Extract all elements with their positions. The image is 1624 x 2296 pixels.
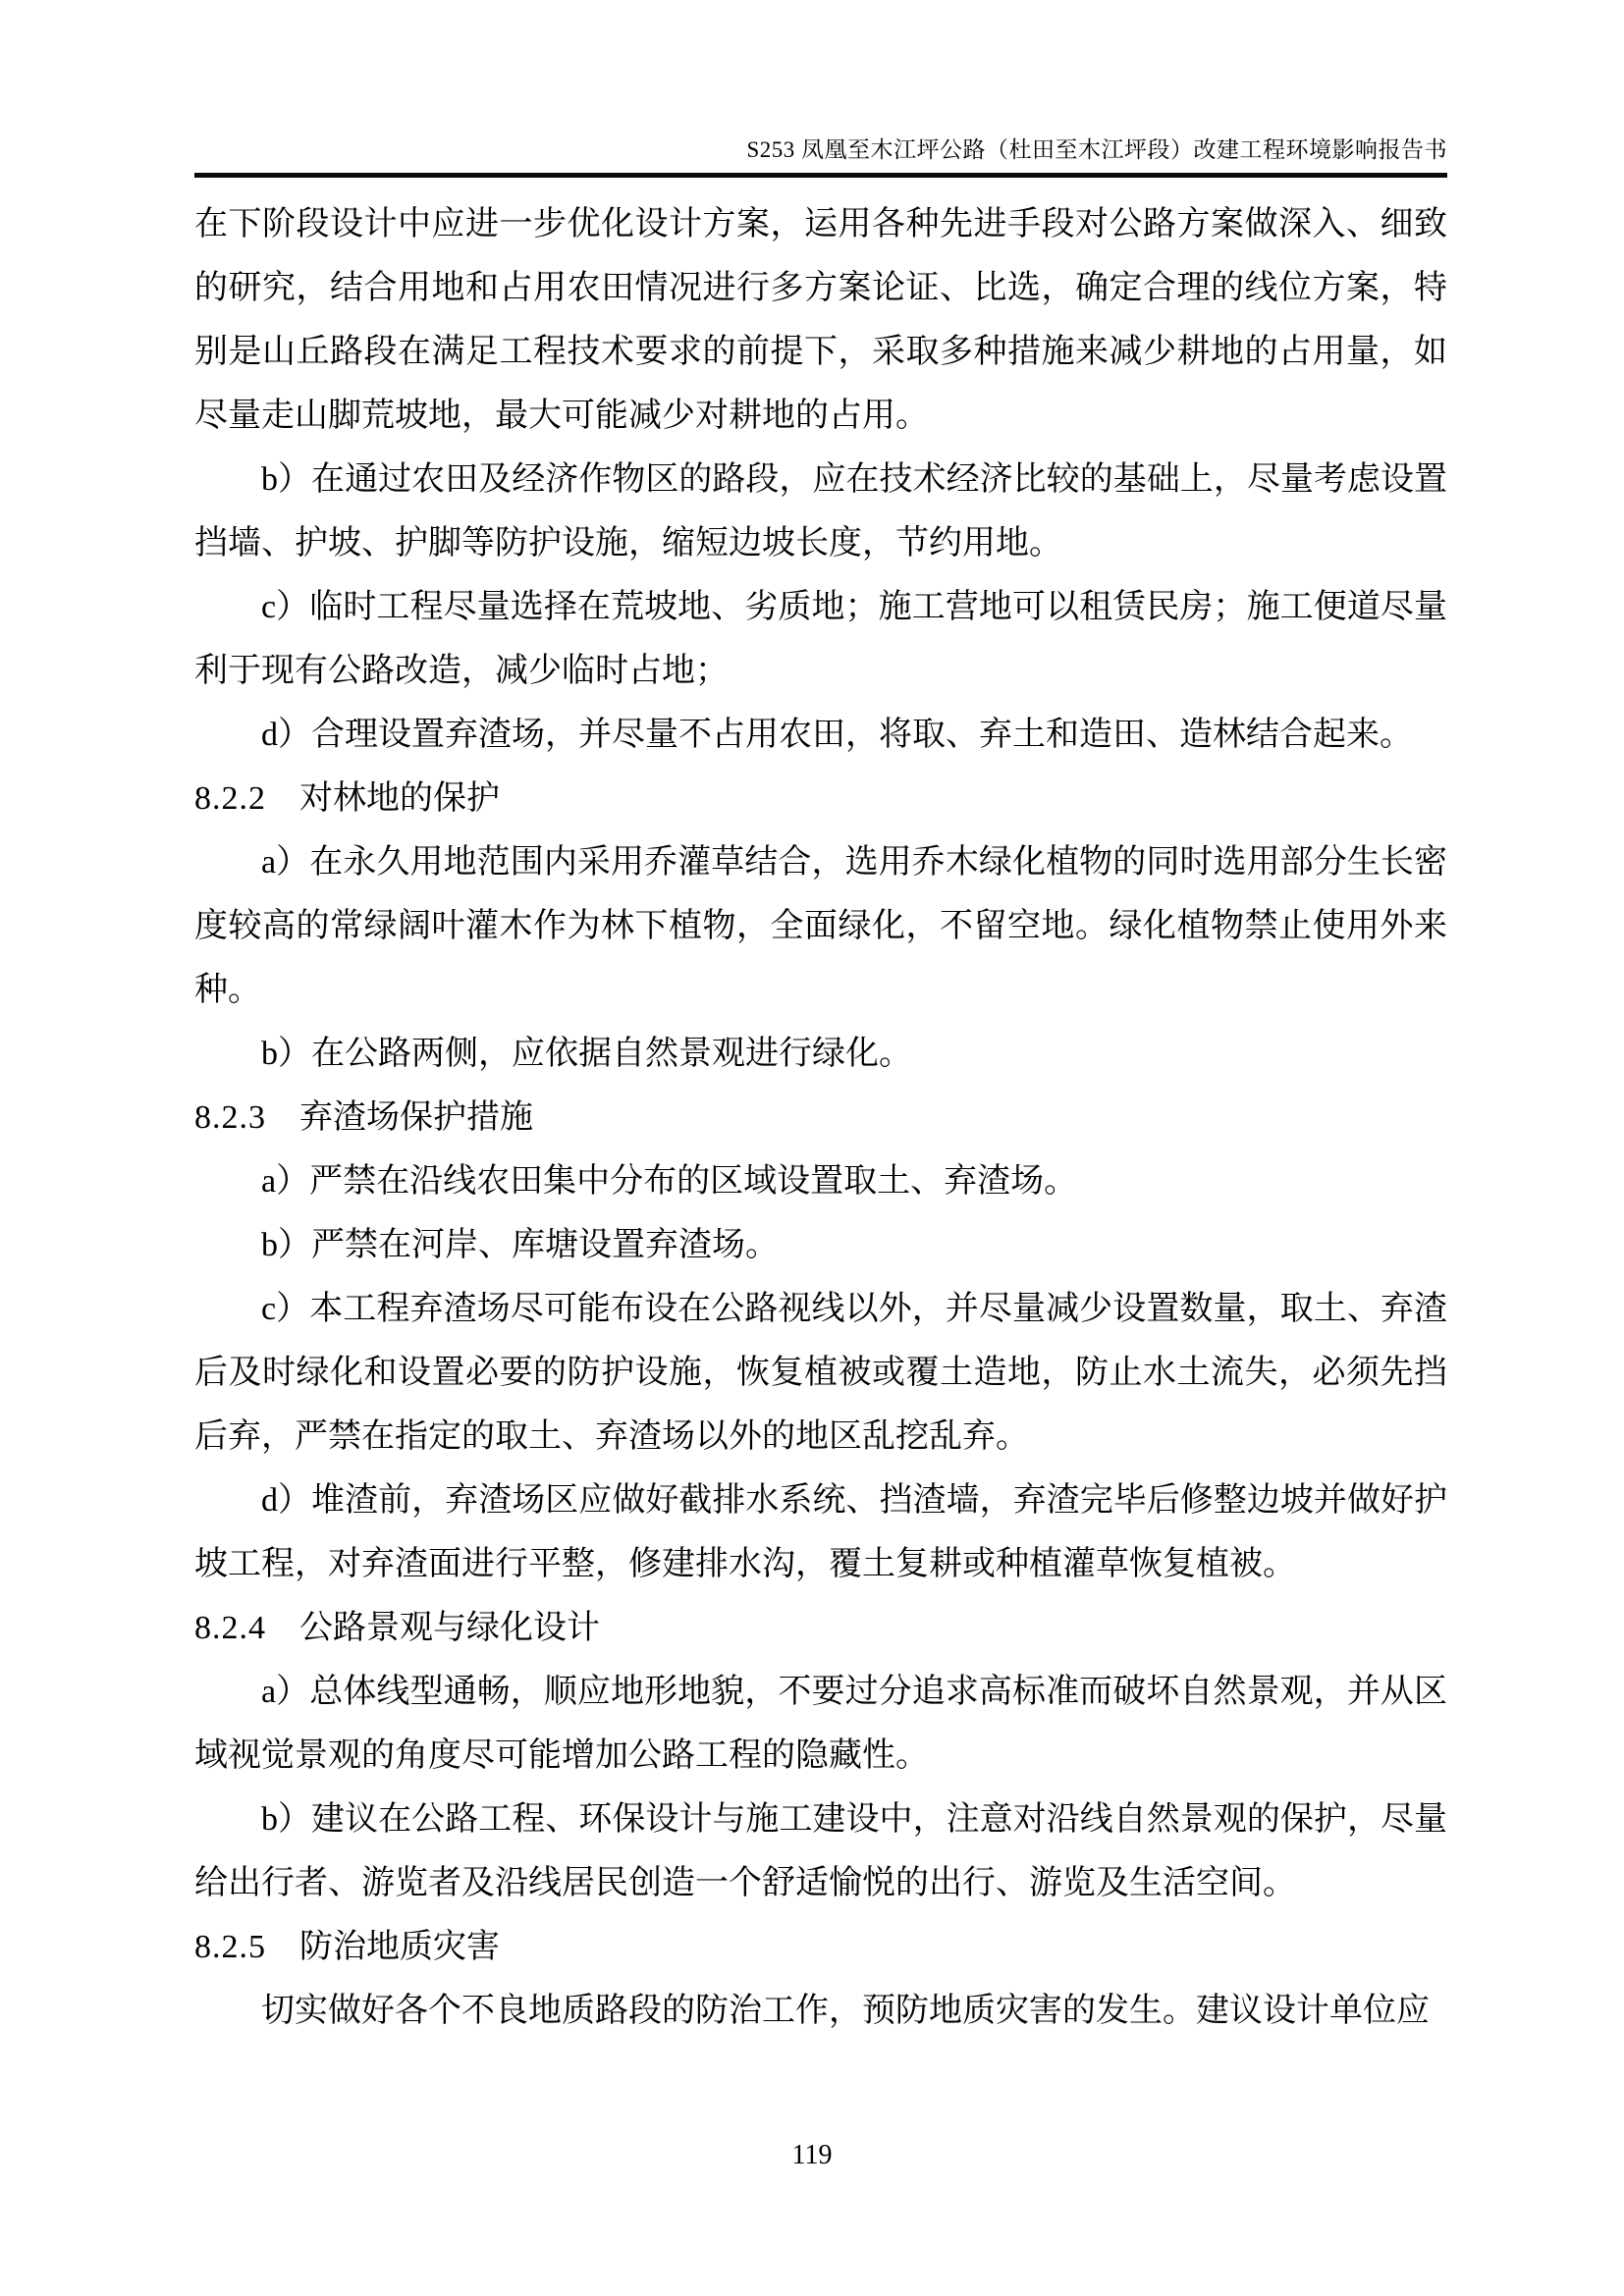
section-heading: [194, 1086, 1447, 1149]
page-header: [194, 0, 1447, 178]
section-number: 8.2.4: [194, 1610, 266, 1646]
paragraph: a）严禁在沿线农田集中分布的区域设置取土、弃渣场。: [261, 1163, 1078, 1200]
paragraph: c）临时工程尽量选择在荒坡地、劣质地；施工营地可以租赁民房；施工便道尽量利于现有公路改造，减少临时占地；: [194, 589, 1447, 689]
report-title: S253 凤凰至木江坪公路（杜田至木江坪段）改建工程环境影响报告书: [746, 137, 1447, 162]
paragraph: 切实做好各个不良地质路段的防治工作，预防地质灾害的发生。建议设计单位应: [261, 1993, 1430, 2029]
section-heading: [194, 1596, 1447, 1660]
section-number: 8.2.3: [194, 1099, 266, 1136]
paragraph: b）在公路两侧，应依据自然景观进行绿化。: [261, 1036, 912, 1072]
paragraph: 在下阶段设计中应进一步优化设计方案，运用各种先进手段对公路方案做深入、细致的研究，结合用地和占用农田情况进行多方案论证、比选，确定合理的线位方案，特别是山丘路段在满足工程技术要求的前提下，采取多种措施来减少耕地的占用量，如尽量走山脚荒坡地，最大可能减少对耕地的占用。: [194, 206, 1447, 434]
document-body: [194, 192, 1447, 2043]
section-heading: [194, 767, 1447, 830]
section-number: 8.2.2: [194, 780, 266, 817]
section-title: 防治地质灾害: [299, 1929, 500, 1965]
paragraph: a）总体线型通畅，顺应地形地貌，不要过分追求高标准而破坏自然景观，并从区域视觉景观的角度尽可能增加公路工程的隐藏性。: [194, 1674, 1447, 1774]
paragraph: d）合理设置弃渣场，并尽量不占用农田，将取、弃土和造田、造林结合起来。: [261, 717, 1413, 753]
section-number: 8.2.5: [194, 1929, 266, 1965]
page-footer: [0, 2138, 1624, 2173]
page-number: 119: [791, 2140, 833, 2170]
section-heading: [194, 1915, 1447, 1979]
paragraph: c）本工程弃渣场尽可能布设在公路视线以外，并尽量减少设置数量，取土、弃渣后及时绿化和设置必要的防护设施，恢复植被或覆土造地，防止水土流失，必须先挡后弃，严禁在指定的取土、弃渣场以外的地区乱挖乱弃。: [194, 1291, 1447, 1455]
paragraph: b）建议在公路工程、环保设计与施工建设中，注意对沿线自然景观的保护，尽量给出行者、游览者及沿线居民创造一个舒适愉悦的出行、游览及生活空间。: [194, 1801, 1447, 1901]
paragraph: a）在永久用地范围内采用乔灌草结合，选用乔木绿化植物的同时选用部分生长密度较高的常绿阔叶灌木作为林下植物，全面绿化，不留空地。绿化植物禁止使用外来种。: [194, 844, 1447, 1008]
section-title: 对林地的保护: [299, 780, 500, 817]
paragraph: b）在通过农田及经济作物区的路段，应在技术经济比较的基础上，尽量考虑设置挡墙、护坡、护脚等防护设施，缩短边坡长度，节约用地。: [194, 461, 1447, 561]
section-title: 弃渣场保护措施: [299, 1099, 533, 1136]
paragraph: d）堆渣前，弃渣场区应做好截排水系统、挡渣墙，弃渣完毕后修整边坡并做好护坡工程，对弃渣面进行平整，修建排水沟，覆土复耕或种植灌草恢复植被。: [194, 1482, 1447, 1582]
section-title: 公路景观与绿化设计: [299, 1610, 600, 1646]
paragraph: b）严禁在河岸、库塘设置弃渣场。: [261, 1227, 779, 1263]
